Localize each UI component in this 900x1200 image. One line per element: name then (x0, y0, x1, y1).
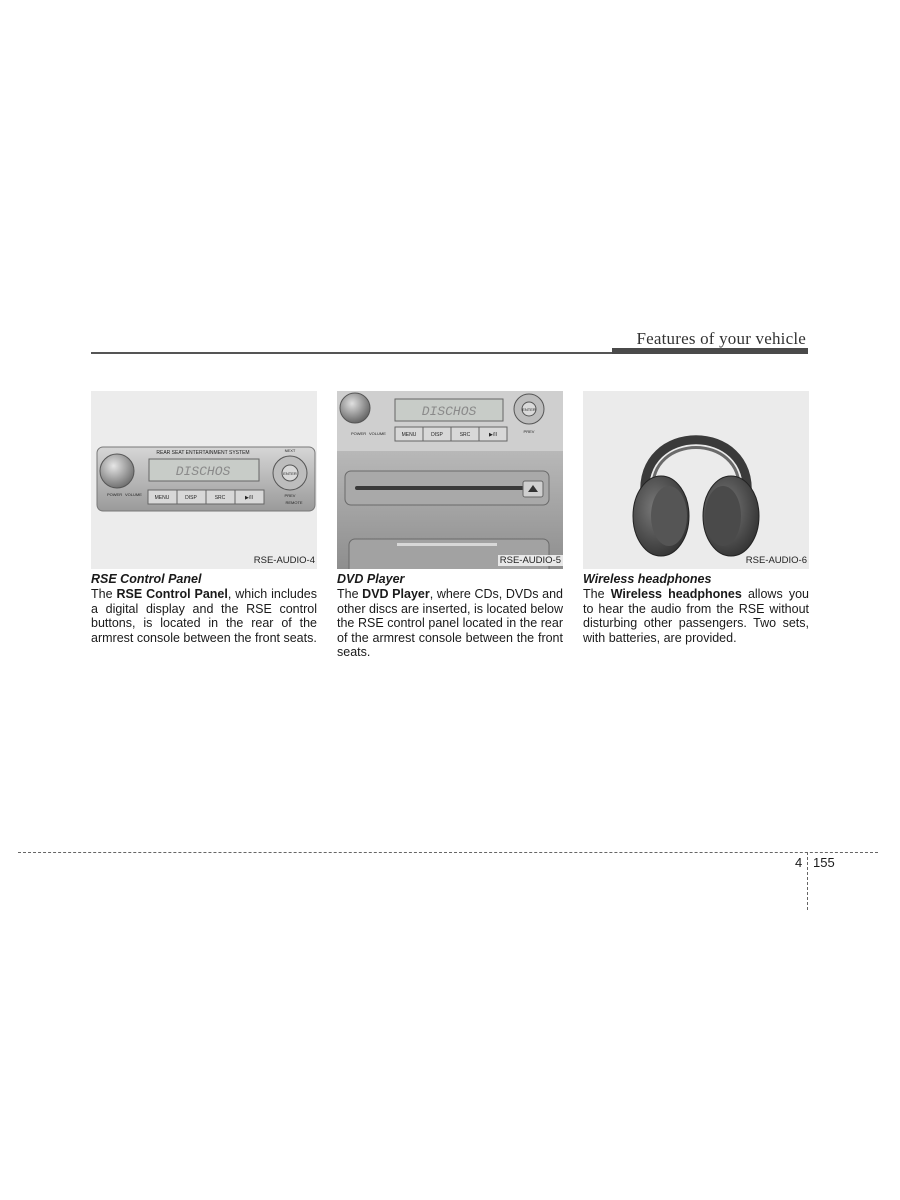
disc-slot (355, 486, 525, 490)
play-pause-button-label: ▶/II (244, 495, 254, 501)
footer-dashed-divider (807, 852, 808, 910)
section-rse-control-panel (91, 572, 317, 645)
figure-caption: RSE-AUDIO-6 (745, 555, 807, 566)
figure-rse-control-panel (91, 391, 317, 569)
page-number: 155 (813, 855, 835, 870)
rse-control-panel-illustration (91, 391, 317, 569)
system-label: REAR SEAT ENTERTAINMENT SYSTEM (156, 450, 250, 456)
menu-button-label: MENU (154, 495, 170, 501)
section-dvd-player (337, 572, 563, 659)
page-header-title: Features of your vehicle (636, 329, 806, 348)
section-title: RSE Control Panel (91, 572, 202, 586)
section-wireless-headphones (583, 572, 809, 645)
svg-text:PREV: PREV (523, 429, 535, 434)
svg-text:VOLUME: VOLUME (369, 431, 386, 436)
section-body: The RSE Control Panel, which includes a digital display and the RSE control buttons, is located in the rear of the armrest console between the front seats. (91, 587, 318, 645)
section-body-bold: Wireless headphones (610, 587, 742, 602)
svg-text:DISCHOS: DISCHOS (421, 404, 477, 419)
disp-button-label: DISP (185, 495, 197, 501)
figure-caption: RSE-AUDIO-4 (253, 555, 315, 566)
next-label: NEXT (284, 448, 296, 453)
src-button-label: SRC (214, 495, 226, 501)
svg-text:POWER: POWER (351, 431, 367, 436)
section-body: The Wireless headphones allows you to hear the audio from the RSE without disturbing other passengers. Two sets, with batteries, are provided. (583, 587, 809, 645)
header-rule-accent (612, 348, 808, 354)
dvd-player-illustration (337, 391, 563, 569)
section-title: Wireless headphones (583, 572, 712, 586)
svg-text:ENTER: ENTER (522, 407, 536, 412)
svg-text:▶/II: ▶/II (488, 432, 498, 438)
display-text: DISCHOS (175, 464, 231, 479)
svg-text:DISP: DISP (431, 432, 443, 438)
enter-label: ENTER (283, 471, 297, 476)
remote-label: REMOTE (285, 500, 303, 505)
figure-dvd-player (337, 391, 563, 569)
chapter-number: 4 (795, 855, 803, 870)
section-body-bold: DVD Player (362, 587, 430, 602)
section-body-bold: RSE Control Panel (116, 587, 228, 602)
figure-caption: RSE-AUDIO-5 (499, 555, 561, 566)
svg-text:MENU: MENU (401, 432, 417, 438)
section-body: The DVD Player, where CDs, DVDs and other discs are inserted, is located below the RSE control panel located in the rear of the armrest console between the front seats. (337, 587, 563, 660)
headphones-illustration (583, 391, 809, 569)
footer-dashed-rule (18, 852, 878, 853)
power-label: POWER (107, 492, 123, 497)
figure-wireless-headphones (583, 391, 809, 569)
volume-label: VOLUME (125, 492, 142, 497)
svg-text:SRC: SRC (459, 432, 471, 438)
prev-label: PREV (284, 493, 296, 498)
section-title: DVD Player (337, 572, 405, 586)
